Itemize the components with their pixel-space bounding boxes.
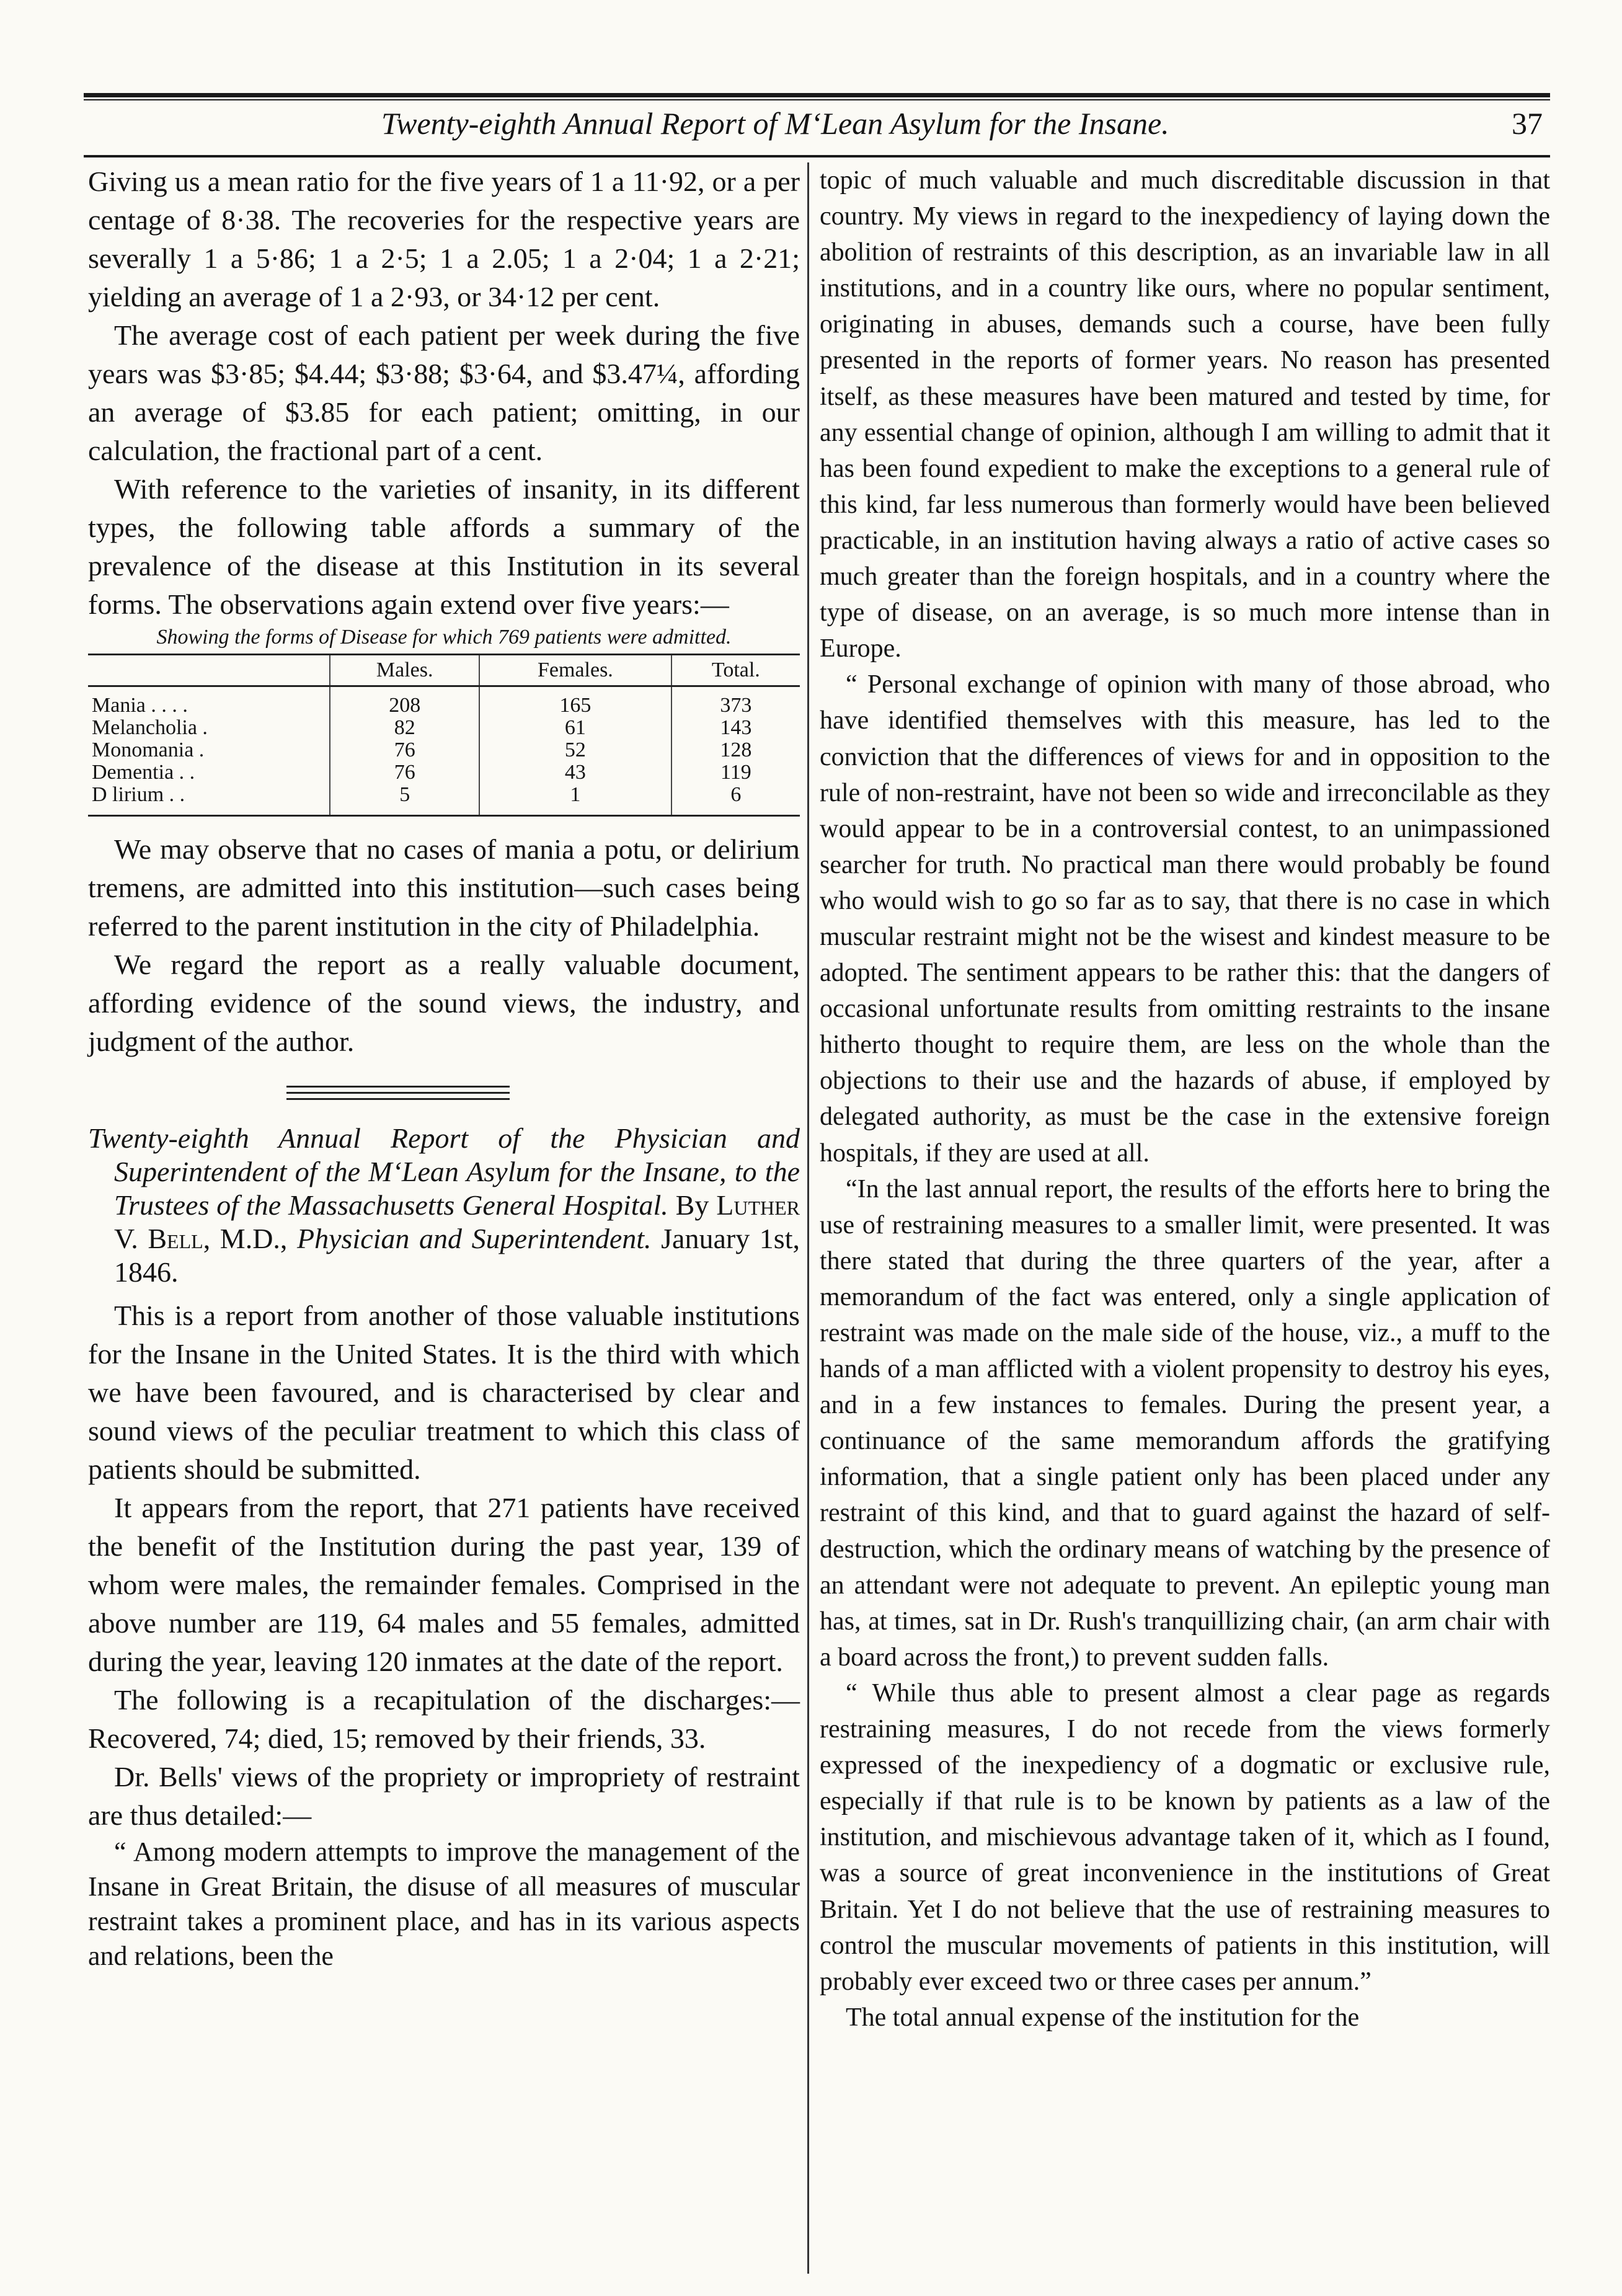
table-row [88,761,800,784]
table-cell: 43 [479,761,671,784]
table-cell: 61 [479,717,671,739]
divider-line [286,1086,510,1088]
column-divider [807,162,809,2274]
left-column [88,162,800,1974]
table-header-cell: Males. [330,655,479,686]
table-header-cell: Females. [479,655,671,686]
table-row [88,717,800,739]
paragraph: The average cost of each patient per week during the five years was $3·85; $4.44; $3·88; $3·64, and $3.47¼, affording an average of $3.85 for each patient; omitting, in our calculation, the fractional part of a cent. [88,319,800,466]
article-title-degree: , M.D., [203,1223,297,1254]
running-header [84,105,1550,149]
table-cell: Mania . . . . [92,694,188,717]
table-cell: 76 [330,761,479,784]
paragraph: The following is a recapitulation of the discharges:— Recovered, 74; died, 15; removed by their friends, 33. [88,1684,800,1754]
table-cell: 373 [671,686,800,717]
article-title-by: By [675,1189,717,1221]
paragraph: It appears from the report, that 271 patients have received the benefit of the Institution during the past year, 139 of whom were males, the remainder females. Comprised in the above number are 119, 64 males and 55 females, admitted during the year, leaving 120 inmates at the date of the report. [88,1492,800,1677]
paragraph: We regard the report as a really valuable document, affording evidence of the sound views, the industry, and judgment of the author. [88,949,800,1057]
running-title: Twenty-eighth Annual Report of M‘Lean Asylum for the Insane. [381,106,1169,141]
article-title [88,1122,800,1289]
article-title-role: Physician and Superintendent. [297,1223,652,1254]
paragraph: This is a report from another of those valuable institutions for the Insane in the United States. It is the third with which we have been favoured, and is characterised by clear and sound views of the peculiar treatment to which this class of patients should be submitted. [88,1300,800,1485]
article-title-date: January 1st, 1846. [114,1223,800,1288]
table-caption: Showing the forms of Disease for which 769 patients were admitted. [156,626,732,649]
paragraph: “ Personal exchange of opinion with many of those abroad, who have identified themselves with this measure, has led to the conviction that the differences of views for and in opposition to the rule of non-restraint, have not been so wide and irreconcilable as they would appear to be in a controversial contest, to an unimpassioned searcher for truth. No practical man there would probably be found who would wish to go so far as to say, that there is no case in which muscular restraint might not be the wisest and kindest measure to be adopted. The sentiment appears to be rather this: that the dangers of occasional unfortunate results from omitting restraints to the insane hitherto thought to require them, are less on the whole than the objections to their use and the hazards of abuse, if employed by delegated authority, as must be the case in the extensive foreign hospitals, if they are used at all. [820,670,1550,1168]
table-row [88,739,800,761]
divider-line [286,1092,510,1094]
paragraph: Dr. Bells' views of the propriety or impropriety of restraint are thus detailed:— [88,1761,800,1831]
table-cell: 82 [330,717,479,739]
divider-line [286,1098,510,1100]
paragraph: topic of much valuable and much discreditable discussion in that country. My views in regard to the inexpediency of laying down the abolition of restraints of this description, as an invariable law in all institutions, and in a country like ours, where no popular sentiment, originating in abuses, demands such a course, have been fully presented in the reports of former years. No reason has presented itself, as these measures have been matured and tested by time, for any essential change of opinion, although I am willing to admit that it has been found expedient to make the exceptions to a general rule of this kind, far less numerous than formerly would have been believed practicable, in an institution having always a ratio of active cases so much greater than the foreign hospitals, and in a country where the type of disease, on an average, is so much more intense than in Europe. [820,166,1550,663]
right-column [820,162,1550,2036]
table-cell: 165 [479,686,671,717]
table-cell: 6 [671,784,800,816]
table-cell: Monomania . [92,738,205,761]
paragraph: The total annual expense of the institution for the [846,2003,1360,2032]
table-cell: 119 [671,761,800,784]
table-row [88,784,800,816]
article-author: Luther V. Bell [114,1189,800,1254]
table-header-cell: Total. [671,655,800,686]
table-cell: 76 [330,739,479,761]
paragraph: Giving us a mean ratio for the five years of 1 a 11·92, or a per centage of 8·38. The recoveries for the respective years are severally 1 a 5·86; 1 a 2·5; 1 a 2.05; 1 a 2·04; 1 a 2·21; yielding an average of 1 a 2·93, or 34·12 per cent. [88,166,800,312]
paragraph: With reference to the varieties of insanity, in its different types, the following table affords a summary of the prevalence of the disease at this Institution in its several forms. The observations again extend over five years:— [88,473,800,620]
section-divider-ornament [88,1072,800,1115]
paragraph: “In the last annual report, the results of the efforts here to bring the use of restraining measures to a smaller limit, were presented. It was there stated that during the three quarters of the year, after a memorandum of the fact was entered, only a single application of restraint was made on the male side of the house, viz., a muff to the hands of a man afflicted with a violent propensity to destroy his eyes, and in a few instances to females. During the present year, a continuance of the same memorandum affords the gratifying information, that a single patient only has been placed under any restraint of this kind, and that to guard against the hazard of self-destruction, which the ordinary means of watching by the presence of an attendant were not adequate to prevent. An epileptic young man has, at times, sat in Dr. Rush's tranquillizing chair, (an arm chair with a board across the front,) to prevent sudden falls. [820,1174,1550,1672]
table-cell: 1 [479,784,671,816]
page-number: 37 [1512,106,1543,141]
top-rule-thin [84,99,1550,100]
table-cell: Melancholia . [92,716,208,739]
table-cell: 5 [330,784,479,816]
table-cell: D lirium . . [88,784,330,816]
table-header-row [88,655,800,686]
table-row [88,686,800,717]
disease-forms-table [88,654,800,817]
table-cell: 208 [330,686,479,717]
paragraph: “ Among modern attempts to improve the management of the Insane in Great Britain, the disuse of all measures of muscular restraint takes a prominent place, and has in its various aspects and relations, been the [88,1837,800,1971]
table-header-cell [88,655,330,686]
paragraph: “ While thus able to present almost a clear page as regards restraining measures, I do not recede from the views formerly expressed of the inexpediency of a dogmatic or exclusive rule, especially if that rule is to be known by patients as a law of the institution, and mischievous advantage taken of it, which as I found, was a source of great inconvenience in the institutions of Great Britain. Yet I do not believe that the use of restraining measures to control the muscular movements of patients in this institution, will probably ever exceed two or three cases per annum.” [820,1678,1550,1996]
article-title-main: Twenty-eighth Annual Report of the Physician and Superintendent of the M‘Lean Asylum for the Insane, to the Trustees of the Massachusetts General Hospital. [88,1122,800,1221]
table-cell: Dementia . . [92,761,195,784]
header-rule [84,155,1550,157]
top-rule [84,93,1550,97]
table-cell: 52 [479,739,671,761]
table-cell: 143 [671,717,800,739]
table-cell: 128 [671,739,800,761]
paragraph: We may observe that no cases of mania a potu, or delirium tremens, are admitted into this institution—such cases being referred to the parent institution in the city of Philadelphia. [88,833,800,942]
